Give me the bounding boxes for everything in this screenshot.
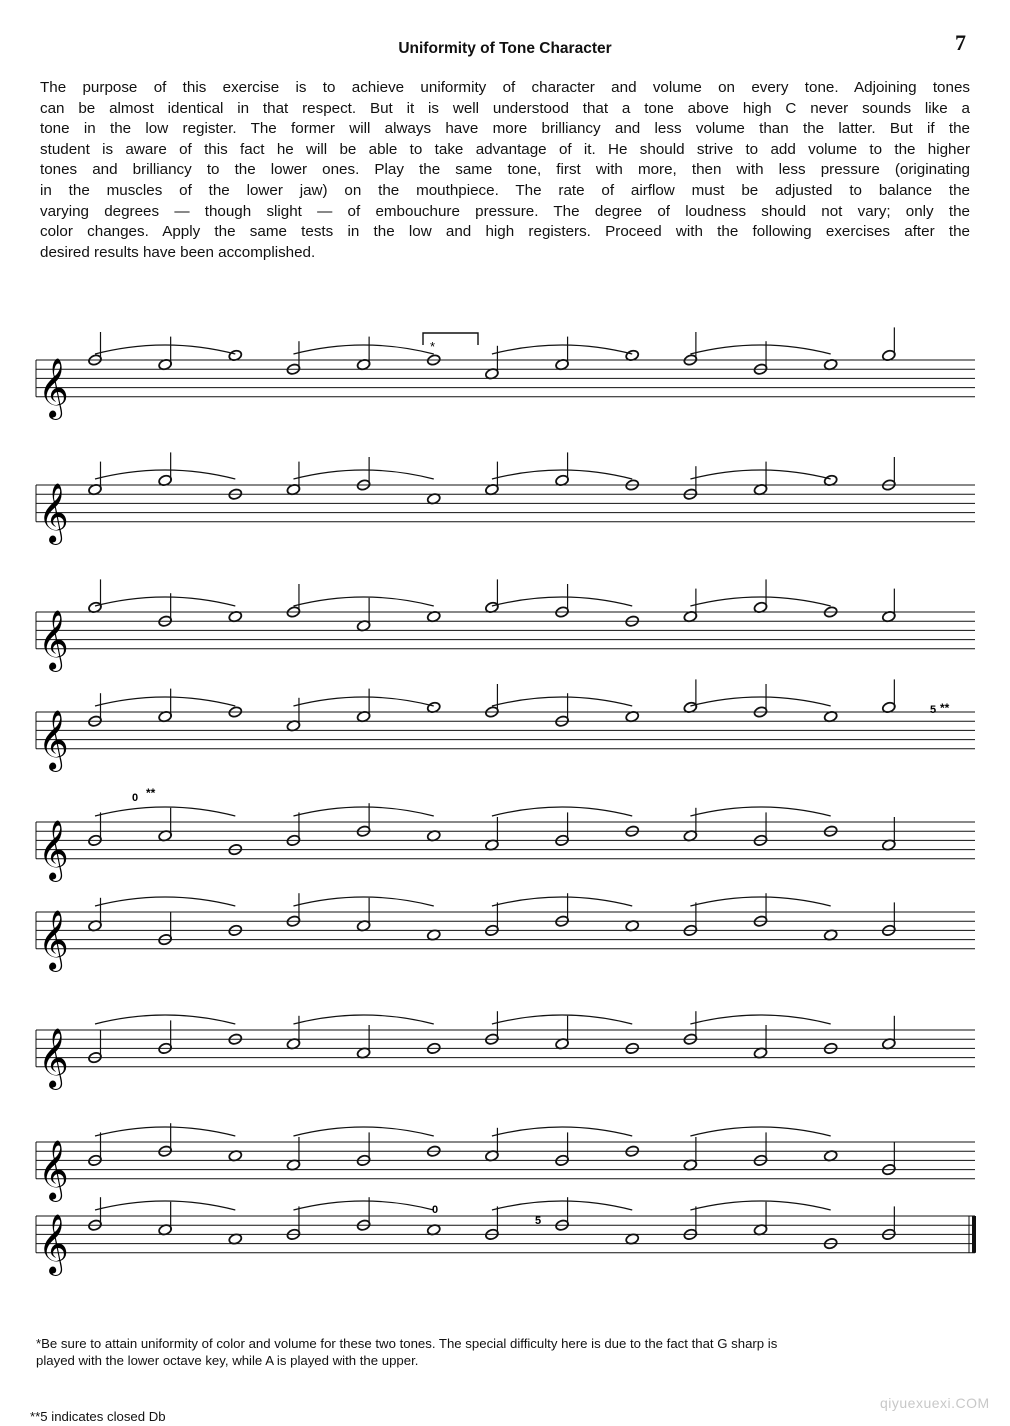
- intro-line: in the muscles of the lower jaw) on the mouthpiece. The rate of airflow must be adjusted to balance the: [40, 181, 970, 199]
- slur: [690, 807, 830, 816]
- slur: [690, 345, 830, 354]
- intro-line: The purpose of this exercise is to achieve uniformity of character and volume on every tone. Adjoining tones: [40, 79, 970, 96]
- slur: [690, 1015, 830, 1024]
- slur: [95, 597, 235, 606]
- treble-clef-icon: 𝄞: [38, 709, 69, 770]
- fingering-mark: 5: [930, 704, 937, 716]
- treble-clef-icon: 𝄞: [38, 909, 69, 970]
- slur: [690, 1201, 830, 1210]
- treble-clef-icon: 𝄞: [38, 609, 69, 670]
- slur: [492, 897, 632, 906]
- treble-clef-icon: 𝄞: [38, 1139, 69, 1200]
- staff: [36, 579, 975, 671]
- slur: [293, 697, 433, 706]
- slur: [690, 470, 830, 479]
- slur: [95, 345, 235, 354]
- slur: [492, 697, 632, 706]
- intro-line: can be almost identical in that respect. But it is well understood that a tone above high C never sounds like a: [40, 99, 970, 117]
- slur: [690, 1127, 830, 1136]
- treble-clef-icon: 𝄞: [38, 819, 69, 880]
- slur: [293, 1127, 433, 1136]
- bracket-asterisk: *: [430, 339, 436, 354]
- slur: [690, 597, 830, 606]
- slur: [492, 1015, 632, 1024]
- slur: [293, 597, 433, 606]
- slur: [95, 1201, 235, 1210]
- staff: [36, 327, 975, 419]
- treble-clef-icon: 𝄞: [38, 357, 69, 418]
- footnote-closed-db: **5 indicates closed Db: [30, 1409, 166, 1424]
- slur: [293, 470, 433, 479]
- slur: [95, 470, 235, 479]
- slur: [95, 1127, 235, 1136]
- intro-line: tone in the low register. The former will always have more brilliancy and less volume than the latter. But if the: [40, 120, 970, 138]
- footnote-block: [36, 1335, 976, 1369]
- slur: [293, 807, 433, 816]
- intro-line: desired results have been accomplished.: [40, 243, 316, 261]
- slur: [293, 1201, 433, 1210]
- footnote-mark: **: [146, 786, 156, 800]
- staff: [36, 1197, 976, 1276]
- treble-clef-icon: 𝄞: [38, 482, 69, 543]
- page-title: Uniformity of Tone Character: [398, 40, 612, 57]
- intro-line: color changes. Apply the same tests in the low and high registers. Proceed with the following exercises after the: [40, 223, 970, 241]
- slur: [690, 897, 830, 906]
- slur: [95, 697, 235, 706]
- staff: [36, 452, 975, 544]
- slur: [293, 1015, 433, 1024]
- staff-group: [36, 327, 976, 1275]
- page-number: 7: [955, 30, 966, 55]
- fingering-mark: 0: [132, 792, 139, 804]
- fingering-mark: 5: [535, 1215, 542, 1227]
- staff: [36, 679, 975, 771]
- intro-line: varying degrees — though slight — of embouchure pressure. The degree of loudness should not vary; only the: [40, 202, 970, 220]
- treble-clef-icon: 𝄞: [38, 1027, 69, 1088]
- slur: [690, 697, 830, 706]
- slur: [95, 807, 235, 816]
- staff: [36, 1123, 975, 1202]
- slur: [492, 345, 632, 354]
- intro-line: student is aware of this fact he will be able to take advantage of it. He should strive to add volume to the higher: [40, 140, 970, 158]
- watermark-text: qiyuexuexi.COM: [880, 1395, 990, 1411]
- slur: [293, 345, 433, 354]
- slur: [492, 597, 632, 606]
- fingering-mark: 0: [432, 1204, 439, 1216]
- slur: [293, 897, 433, 906]
- footnote-mark: **: [940, 701, 950, 715]
- slur: [492, 1201, 632, 1210]
- final-barline-thick: [972, 1216, 976, 1253]
- slur: [492, 1127, 632, 1136]
- slur: [95, 1015, 235, 1024]
- footnote-line: *Be sure to attain uniformity of color and volume for these two tones. The special difficulty here is due to the fact that G sharp is: [36, 1336, 778, 1351]
- staff: [36, 803, 975, 882]
- slur: [95, 897, 235, 906]
- intro-line: tones and brilliancy to the lower ones. Play the same tone, first with more, then with less pressure (originating: [40, 161, 970, 179]
- staff: [36, 893, 975, 972]
- slur: [492, 807, 632, 816]
- score-annotations: [132, 333, 950, 1227]
- treble-clef-icon: 𝄞: [38, 1213, 69, 1274]
- slur: [492, 470, 632, 479]
- footnote-line: played with the lower octave key, while A is played with the upper.: [36, 1353, 419, 1368]
- staff: [36, 1011, 975, 1090]
